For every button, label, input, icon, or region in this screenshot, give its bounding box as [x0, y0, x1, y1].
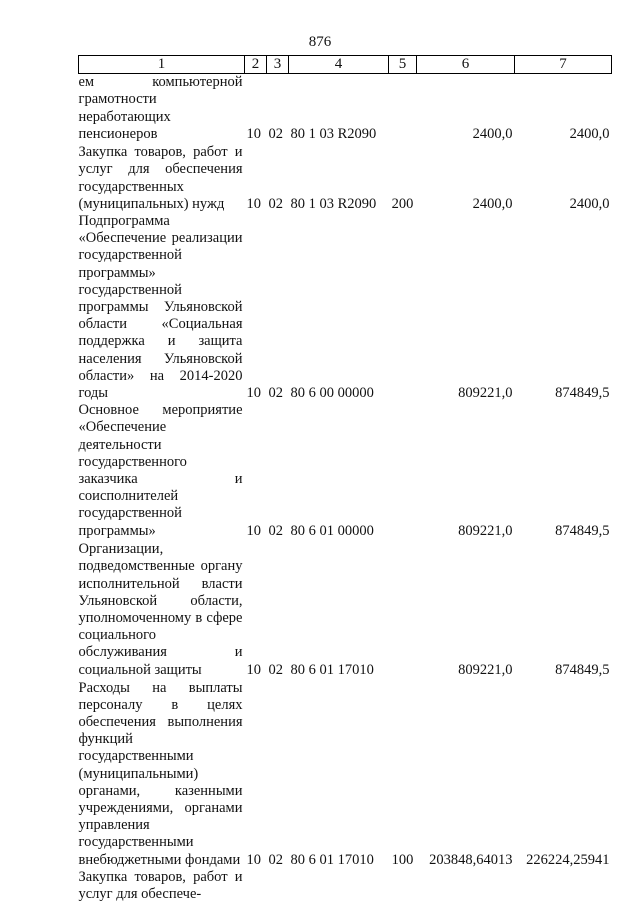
row-rz: 10	[246, 661, 261, 678]
col-header-pr: 3	[267, 56, 289, 74]
col-header-vr: 5	[389, 56, 417, 74]
row-rz: 10	[246, 385, 261, 402]
row-sum2: 226224,25941	[526, 851, 610, 868]
row-rz: 10	[246, 195, 261, 212]
row-pr: 02	[268, 851, 283, 868]
row-csr: 80 1 03 R2090	[290, 195, 377, 212]
row-pr: 02	[268, 125, 283, 142]
row-pr	[267, 869, 289, 907]
row-rz: 10	[246, 125, 261, 142]
row-sum1: 2400,0	[472, 195, 513, 212]
table-row	[79, 143, 612, 213]
table-row	[79, 74, 612, 143]
table-row	[79, 213, 612, 402]
header-row	[79, 56, 612, 74]
row-name: Организации, подведомственные органу исполнительной власти Ульяновской области, уполномоченному в сфере социального обслуживания и социальной защиты	[78, 541, 243, 678]
col-header-name: 1	[79, 56, 245, 74]
row-pr: 02	[268, 661, 283, 678]
row-pr: 02	[268, 195, 283, 212]
row-vr	[389, 74, 417, 143]
row-csr: 80 6 01 17010	[290, 661, 374, 678]
col-header-rz: 2	[245, 56, 267, 74]
table-row	[79, 402, 612, 540]
row-sum2	[515, 869, 612, 907]
row-csr: 80 6 00 00000	[290, 385, 374, 402]
col-header-sum2: 7	[515, 56, 612, 74]
row-vr	[389, 402, 417, 540]
row-sum1: 809221,0	[458, 522, 513, 539]
row-vr: 200	[391, 195, 414, 212]
page-number: 876	[308, 34, 332, 50]
table-row	[79, 540, 612, 679]
row-name: Закупка товаров, работ и услуг для обеспечения государственных (муниципальных) нужд	[78, 144, 243, 212]
table-row	[79, 679, 612, 869]
row-csr: 80 6 01 00000	[290, 522, 374, 539]
row-sum1: 2400,0	[472, 125, 513, 142]
row-vr: 100	[391, 851, 414, 868]
row-sum2: 874849,5	[555, 661, 610, 678]
row-sum2: 874849,5	[555, 385, 610, 402]
row-name: Расходы на выплаты персоналу в целях обеспечения выполнения функций государственными (муниципальными) органами, казенными учреждениями, органами управления государственными внебюджетными фондами	[78, 679, 243, 868]
row-sum2: 874849,5	[555, 522, 610, 539]
row-csr: 80 6 01 17010	[290, 851, 374, 868]
row-name: Основное мероприятие «Обеспечение деятельности государственного заказчика и соисполнителей государственной программы»	[78, 402, 243, 539]
row-csr: 80 1 03 R2090	[290, 125, 377, 142]
row-rz: 10	[246, 851, 261, 868]
row-name: Закупка товаров, работ и услуг для обеспече-	[78, 868, 243, 903]
row-csr	[289, 869, 389, 907]
row-sum1: 809221,0	[458, 661, 513, 678]
row-pr: 02	[268, 522, 283, 539]
row-sum1: 203848,64013	[429, 851, 513, 868]
row-vr	[389, 540, 417, 679]
row-sum2: 2400,0	[569, 195, 610, 212]
row-name: ем компьютерной грамотности неработающих пенсионеров	[78, 74, 243, 142]
col-header-csr: 4	[289, 56, 389, 74]
table-row	[79, 869, 612, 907]
row-sum2: 2400,0	[569, 125, 610, 142]
row-rz	[245, 869, 267, 907]
row-rz: 10	[246, 522, 261, 539]
row-sum1	[417, 869, 515, 907]
budget-table	[78, 55, 612, 907]
row-vr	[389, 869, 417, 907]
row-sum1: 809221,0	[458, 385, 513, 402]
row-name: Подпрограмма «Обеспечение реализации государственной программы» государственной программы Ульяновской области «Социальная поддержка и защита населения Ульяновской области» на 2014-2020 годы	[78, 213, 243, 402]
row-pr: 02	[268, 385, 283, 402]
row-vr	[389, 213, 417, 402]
col-header-sum1: 6	[417, 56, 515, 74]
